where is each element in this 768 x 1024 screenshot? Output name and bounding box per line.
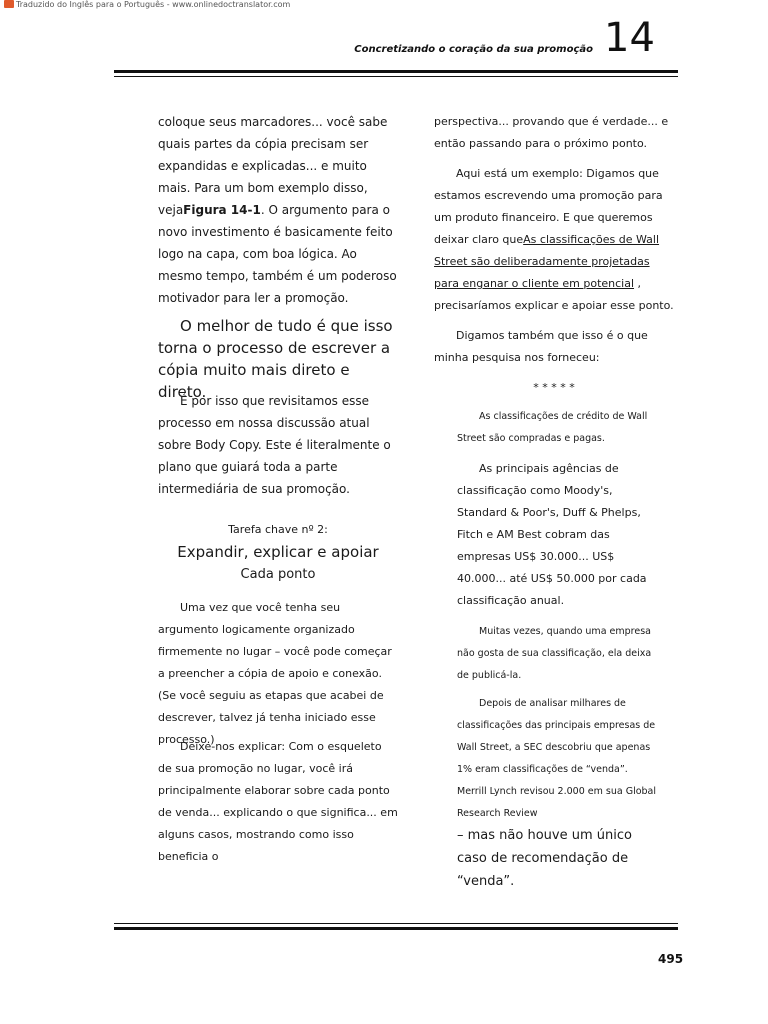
left-p1-text: coloque seus marcadores... você sabe quais partes da cópia precisam ser expandidas e explicadas... e muito mais. Para um bom exemplo disso, veja	[158, 115, 388, 217]
left-paragraph-4	[158, 736, 398, 868]
footer-rule-thick	[114, 927, 678, 930]
right-p3-text: Digamos também que isso é o que minha pesquisa nos forneceu:	[434, 329, 648, 364]
page-number: 495	[658, 952, 684, 966]
footer-rule-thin	[114, 923, 678, 924]
left-p1-end: . O argumento para o novo investimento é basicamente feito logo na capa, com boa lógica. Ao mesmo tempo, também é um poderoso motivador para ler a promoção.	[158, 203, 397, 305]
right-p2-text: Aqui está um exemplo: Digamos que estamos escrevendo uma promoção para um produto financeiro. E que queremos deixar claro que	[434, 167, 663, 246]
left-paragraph-2	[158, 390, 398, 500]
header-rule-thin	[114, 76, 678, 77]
quote-4	[457, 693, 657, 825]
figure-reference: Figura 14-1	[183, 203, 261, 217]
header-rule-thick	[114, 70, 678, 73]
right-paragraph-2	[434, 163, 674, 317]
underlined-claim: As classificações de Wall Street são deliberadamente projetadas para enganar o cliente em potencial	[434, 233, 660, 290]
translator-logo-icon	[4, 0, 14, 8]
right-p2-end: , precisaríamos explicar e apoiar esse ponto.	[434, 277, 674, 312]
right-p1-text: perspectiva... provando que é verdade... e então passando para o próximo ponto.	[434, 115, 669, 150]
quote-3-text: Muitas vezes, quando uma empresa não gosta de sua classificação, ela deixa de publicá-la.	[457, 626, 652, 681]
task-subtitle: Cada ponto	[240, 567, 316, 582]
left-p2-text: É por isso que revisitamos esse processo em nossa discussão atual sobre Body Copy. Este é literalmente o plano que guiará toda a parte intermediária de sua promoção.	[158, 394, 391, 496]
quote-3	[457, 621, 657, 687]
task-title: Expandir, explicar e apoiar	[177, 543, 379, 561]
left-paragraph-1	[158, 111, 398, 309]
quote-1-text: As classificações de crédito de Wall Street são compradas e pagas.	[457, 411, 648, 444]
quote-2-text: As principais agências de classificação como Moody's, Standard & Poor's, Duff & Phelps, Fitch e AM Best cobram das empresas US$ 30.000... US$ 40.000... até US$ 50.000 por cada classificação anual.	[457, 462, 647, 607]
task-label: Tarefa chave nº 2:	[228, 523, 328, 536]
callout-text: O melhor de tudo é que isso torna o processo de escrever a cópia muito mais direto e direto.	[158, 317, 393, 401]
left-p4-text: Deixe-nos explicar: Com o esqueleto de sua promoção no lugar, você irá principalmente elaborar sobre cada ponto de venda... explicando o que significa... em alguns casos, mostrando como isso beneficia o	[158, 740, 398, 863]
translator-banner[interactable]	[4, 0, 290, 10]
banner-text[interactable]: Traduzido do Inglês para o Português - www.onlinedoctranslator.com	[16, 0, 291, 9]
running-head: Concretizando o coração da sua promoção	[354, 44, 593, 55]
right-paragraph-3	[434, 325, 674, 369]
chapter-number: 14	[604, 15, 655, 61]
section-break-stars: * * * * *	[533, 381, 575, 394]
quote-4-text: Depois de analisar milhares de classificações das principais empresas de Wall Street, a SEC descobriu que apenas 1% eram classificações de “venda”. Merrill Lynch revisou 2.000 em sua Global Research Review	[457, 698, 657, 819]
right-paragraph-1	[434, 111, 674, 155]
quote-2	[457, 458, 657, 612]
left-p3-text: Uma vez que você tenha seu argumento logicamente organizado firmemente no lugar – você pode começar a preencher a cópia de apoio e conexão. (Se você seguiu as etapas que acabei de descrever, talvez já tenha iniciado esse processo.)	[158, 601, 392, 746]
quote-1	[457, 406, 657, 450]
quote-4-emphasis: – mas não houve um único caso de recomendação de “venda”.	[457, 828, 632, 889]
left-paragraph-3	[158, 597, 398, 751]
